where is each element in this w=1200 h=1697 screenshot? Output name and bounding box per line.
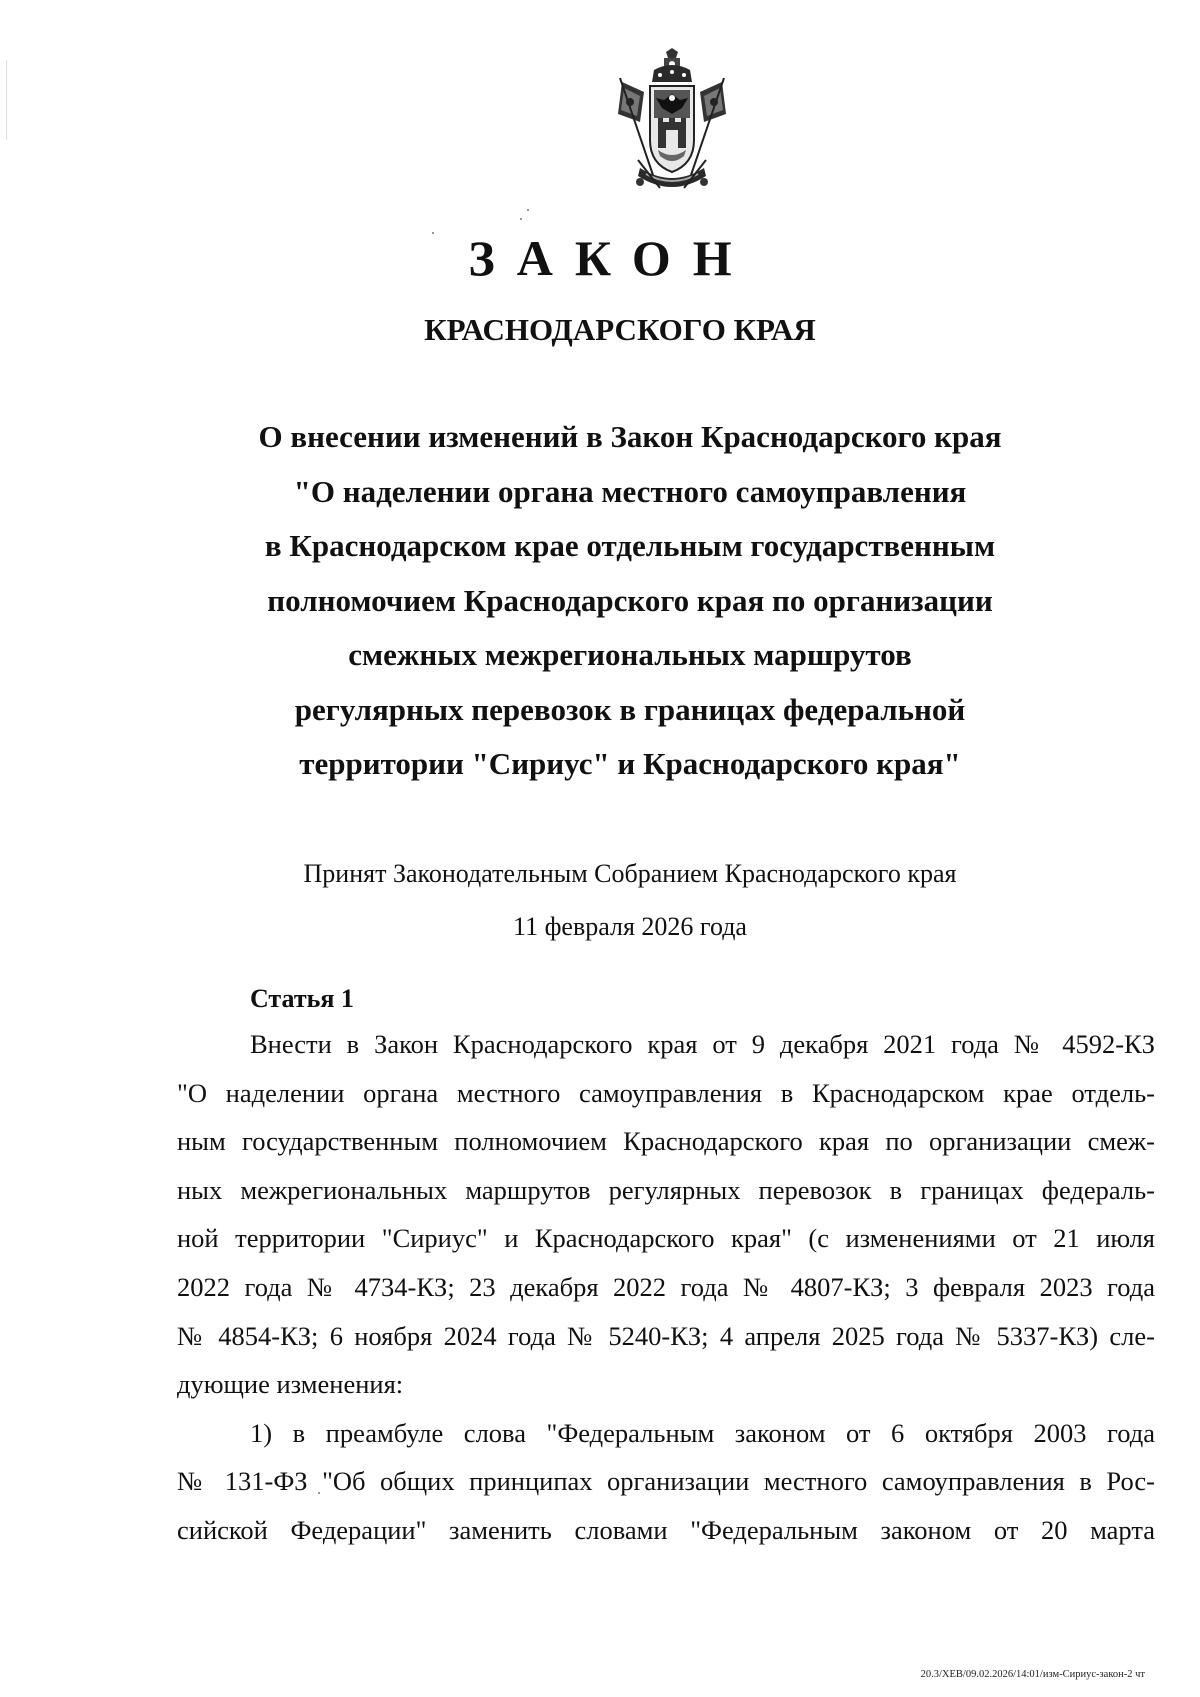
law-name-line: "О наделении органа местного самоуправления bbox=[293, 473, 967, 509]
body-line: ной территории "Сириус" и Краснодарского края" (с изменениями от 21 июля bbox=[177, 1223, 1155, 1254]
adoption-line: Принят Законодательным Собранием Краснодарского края bbox=[303, 859, 957, 888]
body-line: "О наделении органа местного самоуправления в Краснодарском крае отдель- bbox=[177, 1077, 1155, 1108]
scan-speck bbox=[527, 209, 529, 211]
body-line: ным государственным полномочием Краснодарского края по организации смеж- bbox=[177, 1126, 1155, 1157]
article-heading: Статья 1 bbox=[250, 984, 354, 1013]
law-name-line: территории "Сириус" и Краснодарского края" bbox=[299, 746, 961, 781]
law-name-line: О внесении изменений в Закон Краснодарского края bbox=[258, 419, 1002, 454]
law-name-line: смежных межрегиональных маршрутов bbox=[348, 637, 912, 672]
document-footer-code: 20.3/ХЕВ/09.02.2026/14:01/изм-Сириус-закон-2 чт bbox=[920, 1669, 1145, 1680]
scan-speck bbox=[520, 218, 522, 220]
law-name-block bbox=[230, 410, 1030, 792]
krasnodar-coat-of-arms-emblem bbox=[610, 48, 734, 196]
article-body bbox=[177, 1020, 1155, 1555]
body-line: 2022 года № 4734-КЗ; 23 декабря 2022 года № 4807-КЗ; 3 февраля 2023 года bbox=[177, 1271, 1155, 1302]
body-line: № 4854-КЗ; 6 ноября 2024 года № 5240-КЗ; 4 апреля 2025 года № 5337-КЗ) сле- bbox=[177, 1320, 1155, 1351]
law-name-line: регулярных перевозок в границах федеральной bbox=[294, 691, 966, 727]
body-line: дующие изменения: bbox=[177, 1369, 404, 1400]
body-line: сийской Федерации" заменить словами "Федеральным законом от 20 марта bbox=[177, 1514, 1155, 1545]
document-title: ЗАКОН bbox=[468, 230, 754, 286]
law-name-line: полномочием Краснодарского края по организации bbox=[267, 582, 993, 618]
body-line: ных межрегиональных маршрутов регулярных перевозок в границах федераль- bbox=[177, 1174, 1155, 1205]
scan-artifact bbox=[6, 60, 7, 140]
law-name-line: в Краснодарском крае отдельным государственным bbox=[264, 528, 996, 563]
body-line: № 131-ФЗ "Об общих принципах организации местного самоуправления в Рос- bbox=[177, 1466, 1155, 1497]
adoption-block bbox=[230, 847, 1030, 953]
document-subtitle: КРАСНОДАРСКОГО КРАЯ bbox=[424, 312, 816, 347]
body-line: Внести в Закон Краснодарского края от 9 декабря 2021 года № 4592-КЗ bbox=[250, 1029, 1155, 1059]
body-line: 1) в преамбуле слова "Федеральным законом от 6 октября 2003 года bbox=[250, 1417, 1155, 1448]
adoption-date: 11 февраля 2026 года bbox=[513, 912, 747, 941]
